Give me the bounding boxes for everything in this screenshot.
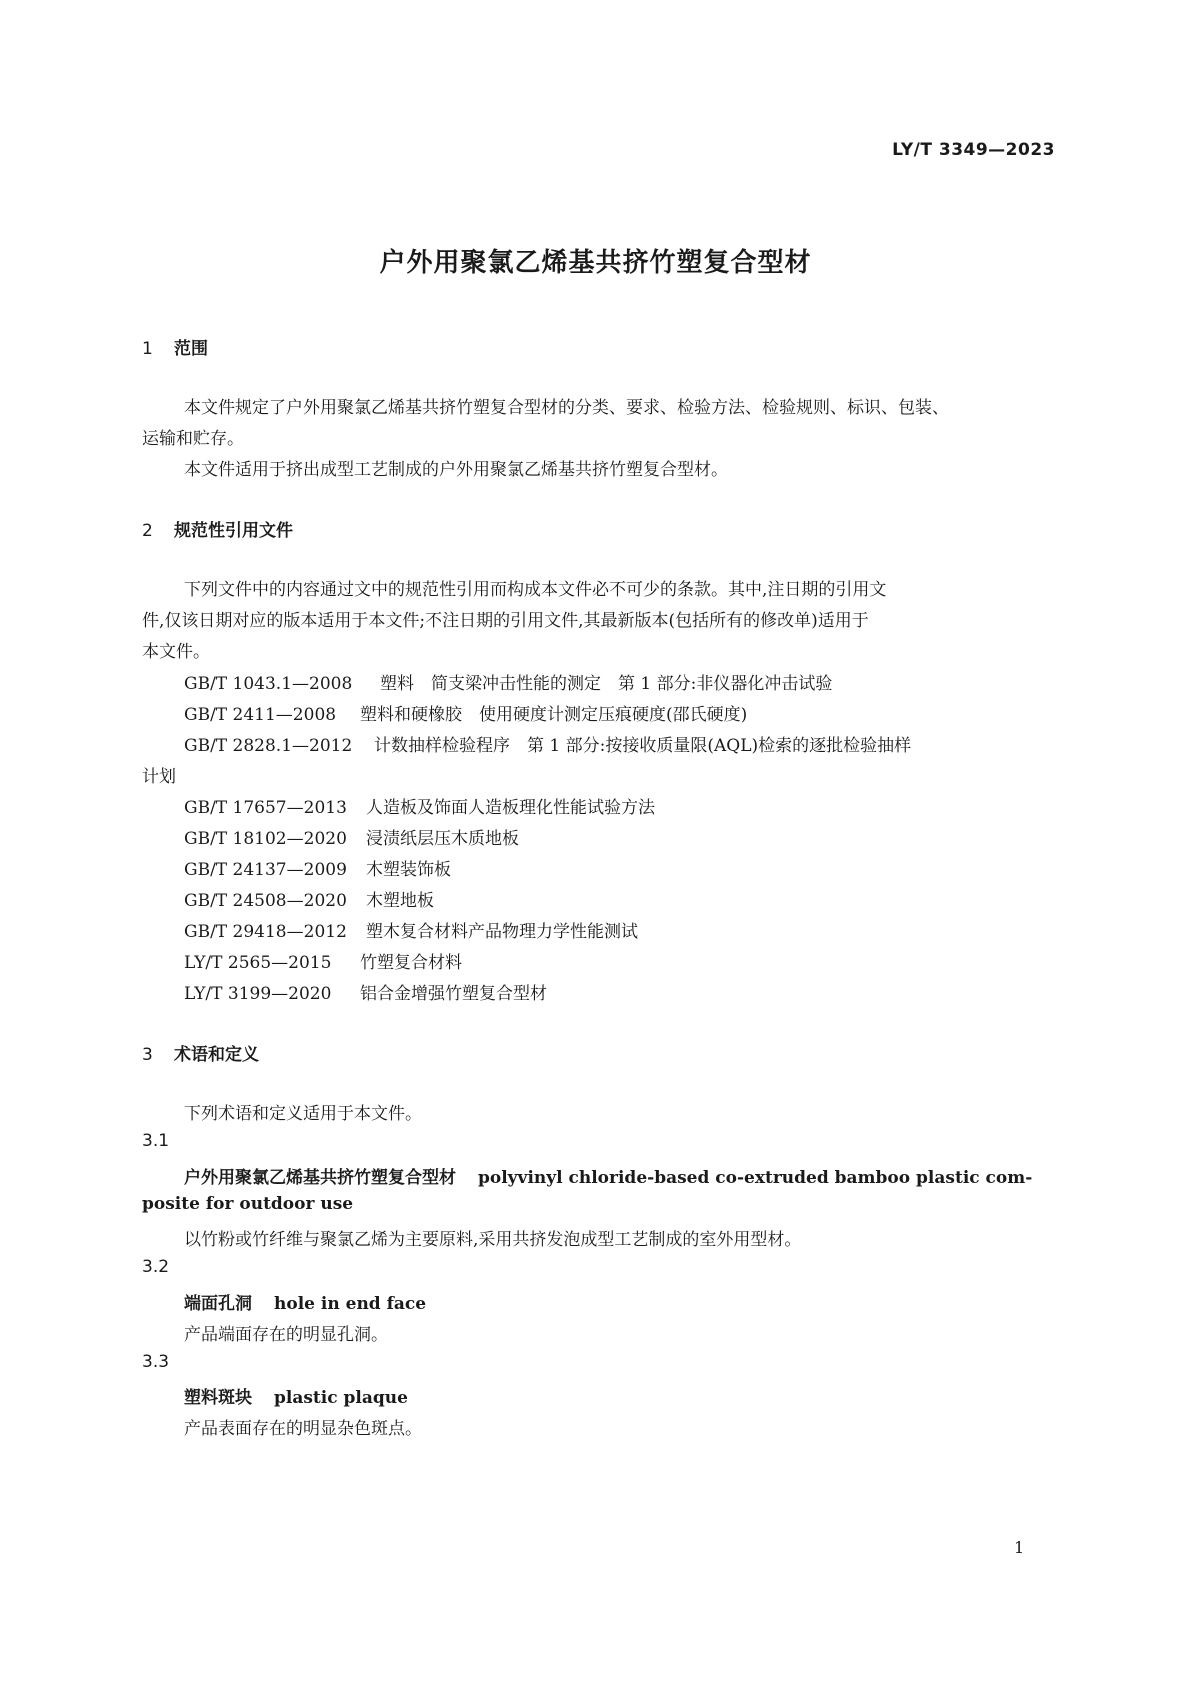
reference-title: 木塑地板 bbox=[366, 891, 434, 911]
reference-title: 人造板及饰面人造板理化性能试验方法 bbox=[366, 798, 655, 818]
paragraph-line: 本文件。 bbox=[142, 642, 210, 662]
term-entry bbox=[184, 1289, 426, 1314]
term-definition: 以竹粉或竹纤维与聚氯乙烯为主要原料,采用共挤发泡成型工艺制成的室外用型材。 bbox=[184, 1230, 802, 1250]
section-title: 规范性引用文件 bbox=[174, 521, 293, 541]
reference-title: 木塑装饰板 bbox=[366, 860, 451, 880]
term-chinese: 塑料斑块 bbox=[184, 1388, 252, 1408]
reference-item bbox=[184, 824, 519, 849]
reference-continuation: 计划 bbox=[142, 767, 176, 787]
clause-number: 3.1 bbox=[142, 1131, 170, 1151]
page-number: 1 bbox=[1014, 1538, 1025, 1557]
reference-item bbox=[184, 886, 434, 911]
section-title: 术语和定义 bbox=[174, 1045, 259, 1065]
reference-title: 计数抽样检验程序 第 1 部分:按接收质量限(AQL)检索的逐批检验抽样 bbox=[374, 736, 912, 756]
term-english: hole in end face bbox=[274, 1294, 427, 1314]
reference-item bbox=[184, 855, 451, 880]
term-english: plastic plaque bbox=[274, 1388, 408, 1408]
term-entry bbox=[184, 1163, 1032, 1188]
reference-code: GB/T 29418—2012 bbox=[184, 922, 347, 942]
reference-title: 浸渍纸层压木质地板 bbox=[366, 829, 519, 849]
reference-code: GB/T 1043.1—2008 bbox=[184, 674, 353, 694]
document-number: LY/T 3349—2023 bbox=[892, 140, 1055, 160]
clause-number: 3.3 bbox=[142, 1352, 170, 1372]
term-english: posite for outdoor use bbox=[142, 1194, 354, 1214]
reference-code: GB/T 2411—2008 bbox=[184, 705, 337, 725]
reference-code: GB/T 24508—2020 bbox=[184, 891, 347, 911]
section-number: 2 bbox=[142, 521, 153, 541]
reference-code: GB/T 17657—2013 bbox=[184, 798, 347, 818]
section-number: 1 bbox=[142, 339, 153, 359]
reference-item bbox=[184, 948, 462, 973]
reference-item bbox=[184, 731, 911, 756]
section-heading-normative-references bbox=[142, 516, 293, 541]
reference-code: GB/T 24137—2009 bbox=[184, 860, 347, 880]
paragraph: 本文件适用于挤出成型工艺制成的户外用聚氯乙烯基共挤竹塑复合型材。 bbox=[184, 460, 728, 480]
reference-code: GB/T 18102—2020 bbox=[184, 829, 347, 849]
reference-title: 竹塑复合材料 bbox=[360, 953, 462, 973]
paragraph-line: 下列文件中的内容通过文中的规范性引用而构成本文件必不可少的条款。其中,注日期的引用文 bbox=[184, 580, 887, 600]
reference-code: LY/T 2565—2015 bbox=[184, 953, 332, 973]
reference-item bbox=[184, 793, 655, 818]
term-english: polyvinyl chloride-based co-extruded bamboo plastic com- bbox=[478, 1168, 1033, 1188]
section-title: 范围 bbox=[174, 339, 208, 359]
section-heading-scope bbox=[142, 334, 208, 359]
reference-code: LY/T 3199—2020 bbox=[184, 984, 332, 1004]
reference-item bbox=[184, 700, 747, 725]
document-title: 户外用聚氯乙烯基共挤竹塑复合型材 bbox=[379, 248, 812, 278]
term-english-continuation bbox=[142, 1194, 353, 1214]
term-chinese: 端面孔洞 bbox=[184, 1294, 252, 1314]
term-definition: 产品表面存在的明显杂色斑点。 bbox=[184, 1419, 422, 1439]
paragraph-line: 本文件规定了户外用聚氯乙烯基共挤竹塑复合型材的分类、要求、检验方法、检验规则、标识、包装、 bbox=[184, 398, 949, 418]
paragraph: 下列术语和定义适用于本文件。 bbox=[184, 1104, 422, 1124]
reference-title: 铝合金增强竹塑复合型材 bbox=[360, 984, 547, 1004]
reference-title: 塑料和硬橡胶 使用硬度计测定压痕硬度(邵氏硬度) bbox=[360, 705, 748, 725]
section-number: 3 bbox=[142, 1045, 153, 1065]
reference-title: 塑料 简支梁冲击性能的测定 第 1 部分:非仪器化冲击试验 bbox=[380, 674, 833, 694]
term-definition: 产品端面存在的明显孔洞。 bbox=[184, 1325, 388, 1345]
reference-item bbox=[184, 917, 638, 942]
term-chinese: 户外用聚氯乙烯基共挤竹塑复合型材 bbox=[184, 1168, 456, 1188]
reference-title: 塑木复合材料产品物理力学性能测试 bbox=[366, 922, 638, 942]
clause-number: 3.2 bbox=[142, 1257, 170, 1277]
reference-item bbox=[184, 669, 832, 694]
paragraph-line: 件,仅该日期对应的版本适用于本文件;不注日期的引用文件,其最新版本(包括所有的修改单)适用于 bbox=[142, 611, 869, 631]
section-heading-terms-and-definitions bbox=[142, 1040, 259, 1065]
term-entry bbox=[184, 1383, 408, 1408]
reference-item bbox=[184, 979, 547, 1004]
paragraph-line: 运输和贮存。 bbox=[142, 429, 244, 449]
reference-code: GB/T 2828.1—2012 bbox=[184, 736, 353, 756]
